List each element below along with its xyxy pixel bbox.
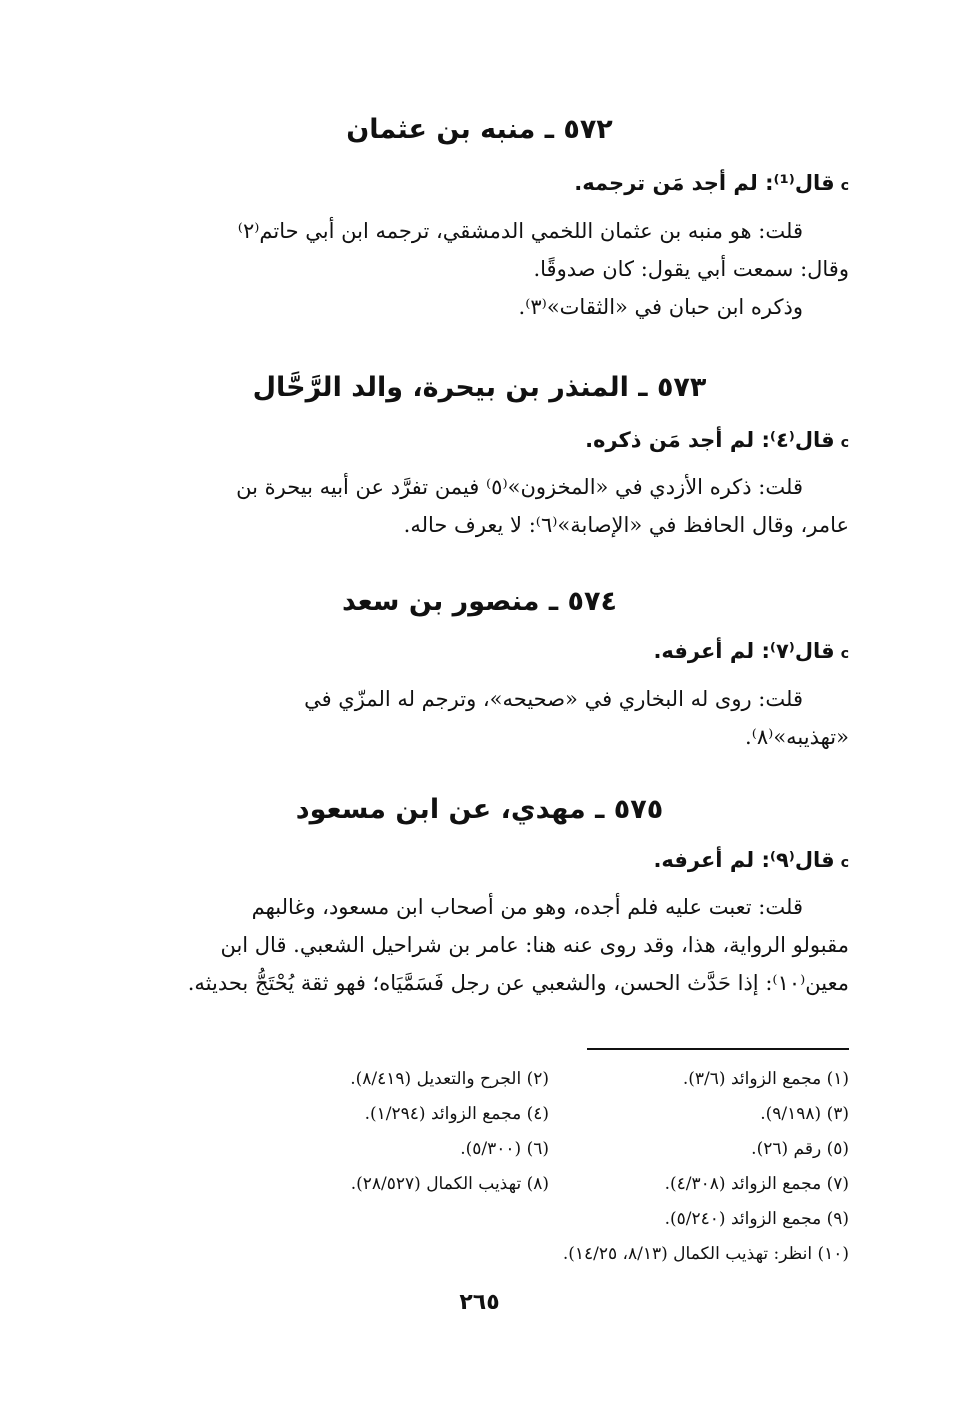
- said-marker-icon: c: [840, 855, 849, 871]
- entry-said-574: [110, 636, 849, 669]
- said-text: قال⁽٩⁾: لم أعرفه.: [653, 848, 835, 872]
- footnote-divider: [587, 1048, 849, 1050]
- said-text: قال⁽٧⁾: لم أعرفه.: [653, 639, 835, 663]
- footnote: (٧) مجمع الزوائد (٤/٣٠٨).: [664, 1174, 849, 1194]
- body-line: «تهذيبه»⁽٨⁾.: [745, 725, 849, 749]
- footnote: (٤) مجمع الزوائد (١/٢٩٤).: [364, 1104, 549, 1124]
- entry-title-575: ٥٧٥ ـ مهدي، عن ابن مسعود: [295, 794, 664, 825]
- body-line: عامر، وقال الحافظ في «الإصابة»⁽٦⁾: لا يعرف حاله.: [403, 513, 849, 537]
- footnote: [249, 1202, 549, 1237]
- body-line: وقال: سمعت أبي يقول: كان صدوقًا.: [533, 257, 849, 281]
- said-text: قال⁽¹⁾: لم أجد مَن ترجمه.: [574, 171, 835, 195]
- footnote: (٦) (٥/٣٠٠).: [460, 1139, 549, 1159]
- entry-title-574: ٥٧٤ ـ منصور بن سعد: [342, 586, 617, 617]
- body-line: مقبولو الرواية، هذا، وقد روى عنه هنا: عامر بن شراحيل الشعبي. قال ابن: [220, 933, 849, 957]
- footnote: (٢) الجرح والتعديل (٨/٤١٩).: [350, 1069, 549, 1089]
- body-line: قلت: روى له البخاري في «صحيحه»، وترجم له المزّي في: [304, 687, 803, 711]
- entry-title-572: ٥٧٢ ـ منبه بن عثمان: [346, 114, 613, 145]
- said-text: قال⁽٤⁾: لم أجد مَن ذكره.: [585, 428, 835, 452]
- body-line: وذكره ابن حبان في «الثقات»⁽٣⁾.: [518, 295, 803, 319]
- footnote: (١) مجمع الزوائد (٣/٦).: [682, 1069, 849, 1089]
- entry-body-575: [110, 888, 849, 1002]
- footnote-row: [110, 1167, 849, 1202]
- said-marker-icon: c: [840, 178, 849, 194]
- body-line: معين⁽١٠⁾: إذا حَدَّث الحسن، والشعبي عن رجل فَسَمَّيَاه؛ فهو ثقة يُحْتَجُّ بحديثه.: [187, 971, 849, 995]
- body-line: قلت: تعبت عليه فلم أجده، وهو من أصحاب ابن مسعود، وغالبهم: [251, 895, 803, 919]
- footnote: (٩) مجمع الزوائد (٥/٢٤٠).: [664, 1209, 849, 1229]
- footnote-row: [110, 1202, 849, 1237]
- body-line: قلت: ذكره الأزدي في «المخزون»⁽٥⁾ فيمن تفرَّد عن أبيه بيحرة بن: [236, 475, 803, 499]
- footnote-row: [110, 1132, 849, 1167]
- entry-body-574: [110, 680, 849, 756]
- entry-said-572: [110, 168, 849, 201]
- footnote: (١٠) انظر: تهذيب الكمال (٨/١٣، ١٤/٢٥).: [562, 1244, 849, 1264]
- entry-body-573: [110, 468, 849, 544]
- said-marker-icon: c: [840, 435, 849, 451]
- footnote: (٥) رقم (٢٦).: [751, 1139, 849, 1159]
- footnote: (٨) تهذيب الكمال (٢٨/٥٢٧).: [350, 1174, 549, 1194]
- entry-said-575: [110, 845, 849, 878]
- body-line: قلت: هو منبه بن عثمان اللخمي الدمشقي، ترجمه ابن أبي حاتم⁽٢⁾: [237, 219, 803, 243]
- entry-title-573: ٥٧٣ ـ المنذر بن بيحرة، والد الرَّحَّال: [252, 372, 707, 403]
- entry-said-573: [110, 425, 849, 458]
- said-marker-icon: c: [840, 646, 849, 662]
- footnote: (٣) (٩/١٩٨).: [760, 1104, 849, 1124]
- footnote-row: [110, 1237, 849, 1272]
- footnotes: [110, 1062, 849, 1272]
- page-number: ٢٦٥: [459, 1290, 500, 1315]
- entry-body-572: [110, 212, 849, 326]
- footnote-row: [110, 1097, 849, 1132]
- footnote-row: [110, 1062, 849, 1097]
